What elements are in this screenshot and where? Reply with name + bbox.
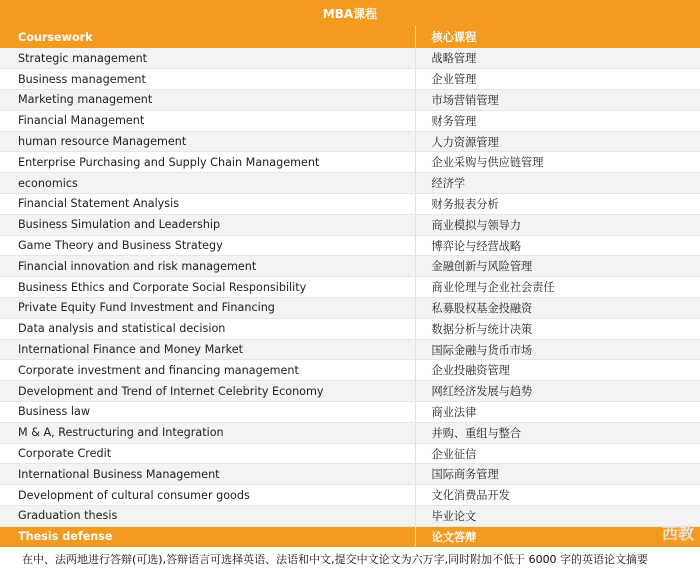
course-chinese: 金融创新与风险管理: [415, 256, 700, 277]
course-english: Corporate investment and financing management: [0, 360, 415, 381]
table-row: [0, 110, 700, 131]
course-english: Enterprise Purchasing and Supply Chain Management: [0, 152, 415, 173]
table-row: [0, 360, 700, 381]
table-row: [0, 277, 700, 298]
table-row: [0, 402, 700, 423]
course-english: Business management: [0, 69, 415, 90]
course-chinese: 网红经济发展与趋势: [415, 381, 700, 402]
footer-chinese: 论文答辩: [415, 526, 700, 547]
footer-row: [0, 526, 700, 547]
course-chinese: 市场营销管理: [415, 90, 700, 111]
course-english: International Finance and Money Market: [0, 339, 415, 360]
course-chinese: 企业征信: [415, 443, 700, 464]
course-chinese: 企业管理: [415, 69, 700, 90]
course-english: Graduation thesis: [0, 506, 415, 527]
course-chinese: 私募股权基金投融资: [415, 298, 700, 319]
course-chinese: 文化消费品开发: [415, 485, 700, 506]
table-row: [0, 506, 700, 527]
table-row: [0, 69, 700, 90]
table-row: [0, 152, 700, 173]
course-english: Financial innovation and risk management: [0, 256, 415, 277]
table-row: [0, 194, 700, 215]
course-english: Business law: [0, 402, 415, 423]
table-row: [0, 131, 700, 152]
course-english: Business Simulation and Leadership: [0, 214, 415, 235]
table-row: [0, 485, 700, 506]
course-chinese: 人力资源管理: [415, 131, 700, 152]
course-english: Strategic management: [0, 48, 415, 69]
course-english: economics: [0, 173, 415, 194]
course-english: Marketing management: [0, 90, 415, 111]
course-chinese: 并购、重组与整合: [415, 422, 700, 443]
course-table: [0, 26, 700, 547]
course-english: Private Equity Fund Investment and Financing: [0, 298, 415, 319]
course-rows: [0, 48, 700, 526]
table-row: [0, 256, 700, 277]
course-english: Development of cultural consumer goods: [0, 485, 415, 506]
course-chinese: 数据分析与统计决策: [415, 318, 700, 339]
table-row: [0, 214, 700, 235]
course-chinese: 财务报表分析: [415, 194, 700, 215]
table-row: [0, 48, 700, 69]
course-chinese: 财务管理: [415, 110, 700, 131]
course-chinese: 商业模拟与领导力: [415, 214, 700, 235]
course-english: Financial Statement Analysis: [0, 194, 415, 215]
course-chinese: 国际金融与货币市场: [415, 339, 700, 360]
course-english: Development and Trend of Internet Celebrity Economy: [0, 381, 415, 402]
table-row: [0, 339, 700, 360]
defense-note: 在中、法两地进行答辩(可选),答辩语言可选择英语、法语和中文,提交中文论文为六万字,同时附加不低于 6000 字的英语论文摘要: [22, 552, 649, 566]
course-chinese: 经济学: [415, 173, 700, 194]
course-english: Game Theory and Business Strategy: [0, 235, 415, 256]
table-row: [0, 464, 700, 485]
course-chinese: 商业法律: [415, 402, 700, 423]
table-row: [0, 422, 700, 443]
header-core-courses: 核心课程: [415, 26, 700, 48]
course-english: Corporate Credit: [0, 443, 415, 464]
watermark: 西教: [661, 524, 694, 543]
footer-english: Thesis defense: [0, 526, 415, 547]
course-chinese: 博弈论与经营战略: [415, 235, 700, 256]
table-row: [0, 235, 700, 256]
course-english: human resource Management: [0, 131, 415, 152]
course-english: Data analysis and statistical decision: [0, 318, 415, 339]
course-english: M & A, Restructuring and Integration: [0, 422, 415, 443]
course-english: International Business Management: [0, 464, 415, 485]
table-row: [0, 318, 700, 339]
table-row: [0, 173, 700, 194]
table-row: [0, 298, 700, 319]
header-coursework: Coursework: [0, 26, 415, 48]
course-chinese: 战略管理: [415, 48, 700, 69]
table-row: [0, 90, 700, 111]
table-row: [0, 381, 700, 402]
course-chinese: 毕业论文: [415, 506, 700, 527]
course-english: Financial Management: [0, 110, 415, 131]
course-chinese: 企业采购与供应链管理: [415, 152, 700, 173]
table-title: MBA课程: [0, 0, 700, 26]
table-row: [0, 443, 700, 464]
course-english: Business Ethics and Corporate Social Responsibility: [0, 277, 415, 298]
header-row: [0, 26, 700, 48]
course-chinese: 国际商务管理: [415, 464, 700, 485]
course-chinese: 企业投融资管理: [415, 360, 700, 381]
course-chinese: 商业伦理与企业社会责任: [415, 277, 700, 298]
